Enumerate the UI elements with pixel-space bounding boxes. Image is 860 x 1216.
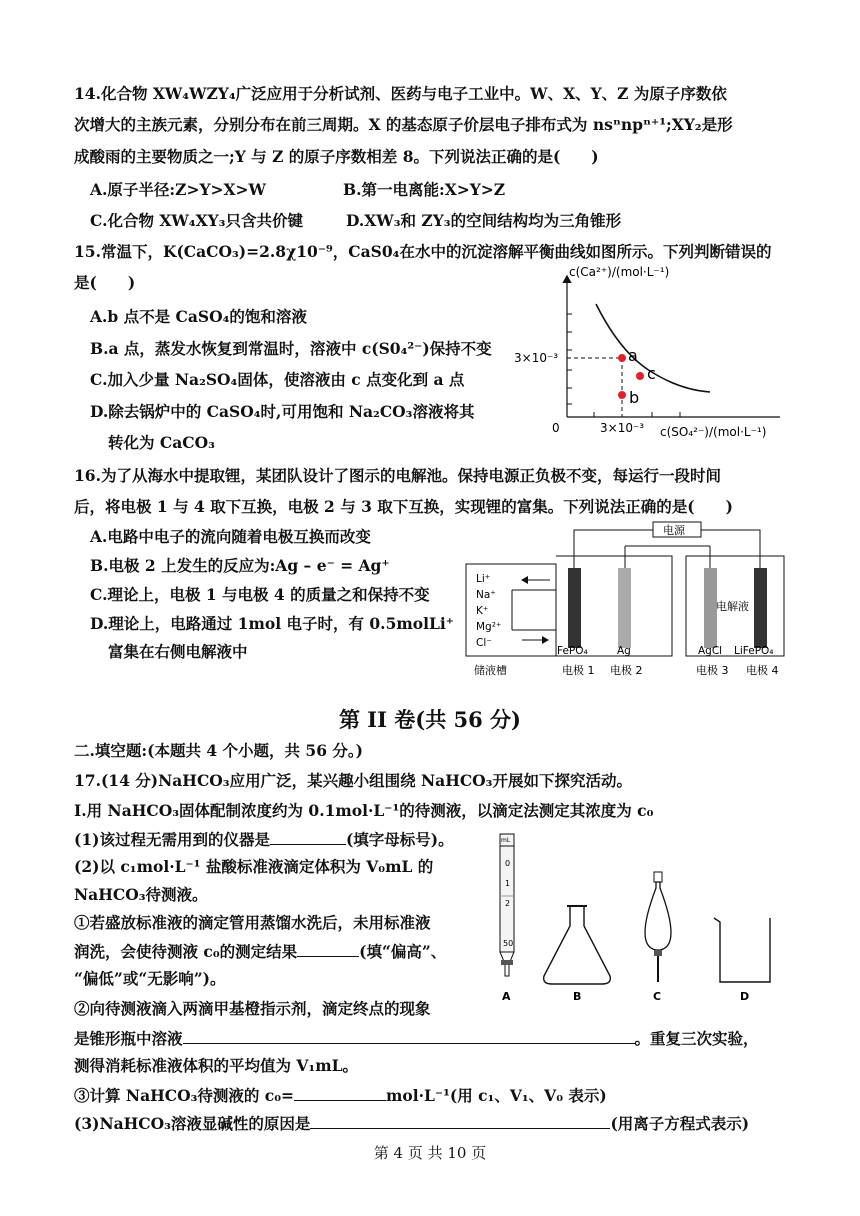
q15-solubility-chart (510, 262, 800, 442)
q14-option-b: B.第一电离能:X>Y>Z (343, 180, 506, 199)
q17-c3 (74, 1085, 607, 1106)
q17-c1-line3: “偏低”或“无影响”)。 (74, 969, 226, 988)
electrode-1-label: 电极 1 (562, 664, 595, 677)
q17-sub1-suffix: (填字母标号)。 (345, 830, 454, 849)
q14-stem-line1: 14.化合物 XW₄WZY₄广泛应用于分析试剂、医药与电子工业中。W、X、Y、Z 为原子序数依 (74, 84, 727, 103)
electrode-2 (618, 568, 631, 648)
q16-stem-line1: 16.为了从海水中提取锂，某团队设计了图示的电解池。保持电源正负极不变，每运行一段时间 (74, 466, 721, 485)
q17-c1-line1: ①若盛放标准液的滴定管用蒸馏水洗后，未用标准液 (74, 913, 431, 932)
label-c: C (653, 990, 662, 1003)
q17-c2-line3: 测得消耗标准液体积的平均值为 V₁mL。 (74, 1056, 359, 1075)
separatory-funnel-c (645, 872, 671, 982)
q17-sub2-line1: (2)以 c₁mol·L⁻¹ 盐酸标准液滴定体积为 V₀mL 的 (74, 857, 434, 876)
conical-flask-b (544, 906, 611, 984)
q17-c3-prefix: ③计算 NaHCO₃待测液的 c₀= (74, 1086, 294, 1105)
answer-blank-2[interactable] (297, 941, 359, 957)
point-c-label: c (647, 364, 656, 383)
q16-option-a: A.电路中电子的流向随着电极互换而改变 (90, 527, 371, 546)
electrode-1-material: FePO₄ (557, 645, 588, 657)
burette-mark-0: 0 (505, 859, 511, 868)
point-a (618, 354, 626, 362)
burette-mark-50: 50 (503, 939, 514, 948)
q17-c1-line2 (74, 941, 446, 962)
ion-k: K⁺ (476, 605, 489, 617)
q17-sub1-prefix: (1)该过程无需用到的仪器是 (74, 830, 270, 849)
q14-stem-line3: 成酸雨的主要物质之一;Y 与 Z 的原子序数相差 8。下列说法正确的是( ) (74, 147, 599, 166)
q15-option-d-line2: 转化为 CaCO₃ (108, 433, 215, 452)
part-heading: 二.填空题:(本题共 4 个小题，共 56 分。) (74, 741, 363, 760)
electrode-2-material: Ag (617, 645, 631, 657)
q15-stem-line2: 是( ) (74, 273, 136, 292)
ion-na: Na⁺ (476, 589, 496, 601)
y-tick-label: 3×10⁻³ (514, 351, 559, 365)
q16-option-b: B.电极 2 上发生的反应为:Ag – e⁻ = Ag⁺ (90, 556, 390, 575)
q17-sub1 (74, 829, 454, 850)
label-b: B (573, 990, 582, 1003)
origin-label: 0 (552, 421, 560, 435)
electrode-4 (754, 568, 767, 648)
q17-intro: 17.(14 分)NaHCO₃应用广泛，某兴趣小组围绕 NaHCO₃开展如下探究活动。 (74, 771, 632, 790)
q16-option-c: C.理论上，电极 1 与电极 4 的质量之和保持不变 (90, 585, 430, 604)
electrode-3-label: 电极 3 (696, 664, 729, 677)
q17-sub3-suffix: (用离子方程式表示) (610, 1114, 750, 1133)
burette-mark-2: 2 (505, 899, 511, 908)
q16-stem-line2: 后，将电极 1 与 4 取下互换，电极 2 与 3 取下互换，实现锂的富集。下列说法正确的是( ) (74, 497, 733, 516)
point-b (618, 391, 626, 399)
q16-option-d-line2: 富集在右侧电解液中 (108, 642, 248, 661)
section-title: 第 II 卷(共 56 分) (339, 707, 521, 732)
point-a-label: a (628, 346, 638, 365)
q17-sub3-prefix: (3)NaHCO₃溶液显碱性的原因是 (74, 1114, 311, 1133)
electrode-4-material: LiFePO₄ (734, 645, 774, 657)
tank-label: 储液槽 (474, 664, 507, 677)
q17-c2-line2 (74, 1028, 759, 1049)
q15-option-b: B.a 点，蒸发水恢复到常温时，溶液中 c(S0₄²⁻)保持不变 (90, 339, 492, 358)
y-axis-label: c(Ca²⁺)/(mol·L⁻¹) (569, 265, 670, 279)
page-footer: 第 4 页 共 10 页 (373, 1144, 487, 1162)
q14-option-c: C.化合物 XW₄XY₃只含共价键 (90, 211, 303, 230)
q17-sub3 (74, 1113, 749, 1134)
answer-blank-1[interactable] (270, 829, 346, 845)
answer-blank-5[interactable] (310, 1113, 610, 1129)
point-c (636, 372, 644, 380)
electrode-1 (568, 568, 581, 648)
q17-sub2-line2: NaHCO₃待测液。 (74, 885, 208, 904)
q17-apparatus-figure (488, 826, 788, 1006)
answer-blank-3[interactable] (183, 1028, 635, 1044)
label-a: A (502, 990, 511, 1003)
x-tick-label: 3×10⁻³ (600, 421, 645, 435)
power-label: 电源 (663, 524, 685, 537)
q17-c1-suffix: (填“偏高”、 (359, 942, 447, 961)
ion-mg: Mg²⁺ (476, 621, 502, 633)
q14-option-a: A.原子半径:Z>Y>X>W (90, 180, 266, 199)
electrode-3-material: AgCl (698, 645, 723, 657)
burette-unit: mL (501, 837, 511, 844)
electrode-4-label: 电极 4 (746, 664, 779, 677)
burette-mark-1: 1 (505, 879, 511, 888)
burette-a (500, 834, 514, 976)
ion-cl: Cl⁻ (476, 637, 492, 649)
x-axis-label: c(SO₄²⁻)/(mol·L⁻¹) (660, 425, 767, 439)
q16-electrolysis-diagram (462, 518, 792, 682)
electrode-2-label: 电极 2 (610, 664, 643, 677)
ion-li: Li⁺ (476, 573, 491, 585)
q15-option-a: A.b 点不是 CaSO₄的饱和溶液 (90, 307, 307, 326)
q14-option-d: D.XW₃和 ZY₃的空间结构均为三角锥形 (346, 211, 622, 230)
q17-part-i: I.用 NaHCO₃固体配制浓度约为 0.1mol·L⁻¹的待测液，以滴定法测定其浓度为 c₀ (74, 801, 654, 820)
q17-c2-prefix: 是锥形瓶中溶液 (74, 1029, 183, 1048)
beaker-d (714, 918, 770, 982)
q17-c2-suffix: 。重复三次实验， (634, 1029, 759, 1048)
electrolyte-label: 电解液 (716, 600, 749, 613)
q15-option-d-line1: D.除去锅炉中的 CaSO₄时,可用饱和 Na₂CO₃溶液将其 (90, 402, 475, 421)
q17-c1-prefix: 润洗，会使待测液 c₀的测定结果 (74, 942, 298, 961)
q15-option-c: C.加入少量 Na₂SO₄固体，使溶液由 c 点变化到 a 点 (90, 370, 465, 389)
q15-stem-line1: 15.常温下，K(CaCO₃)=2.8χ10⁻⁹，CaS0₄在水中的沉淀溶解平衡曲线如图所示。下列判断错误的 (74, 242, 772, 261)
q16-option-d-line1: D.理论上，电路通过 1mol 电子时，有 0.5molLi⁺ (90, 614, 454, 633)
point-b-label: b (629, 388, 640, 407)
answer-blank-4[interactable] (294, 1085, 386, 1101)
q17-c2-line1: ②向待测液滴入两滴甲基橙指示剂，滴定终点的现象 (74, 999, 431, 1018)
q14-stem-line2: 次增大的主族元素，分别分布在前三周期。X 的基态原子价层电子排布式为 nsⁿnpⁿ⁺¹;XY₂是形 (74, 115, 733, 134)
label-d: D (740, 990, 750, 1003)
q17-c3-suffix: mol·L⁻¹(用 c₁、V₁、V₀ 表示) (386, 1086, 607, 1105)
